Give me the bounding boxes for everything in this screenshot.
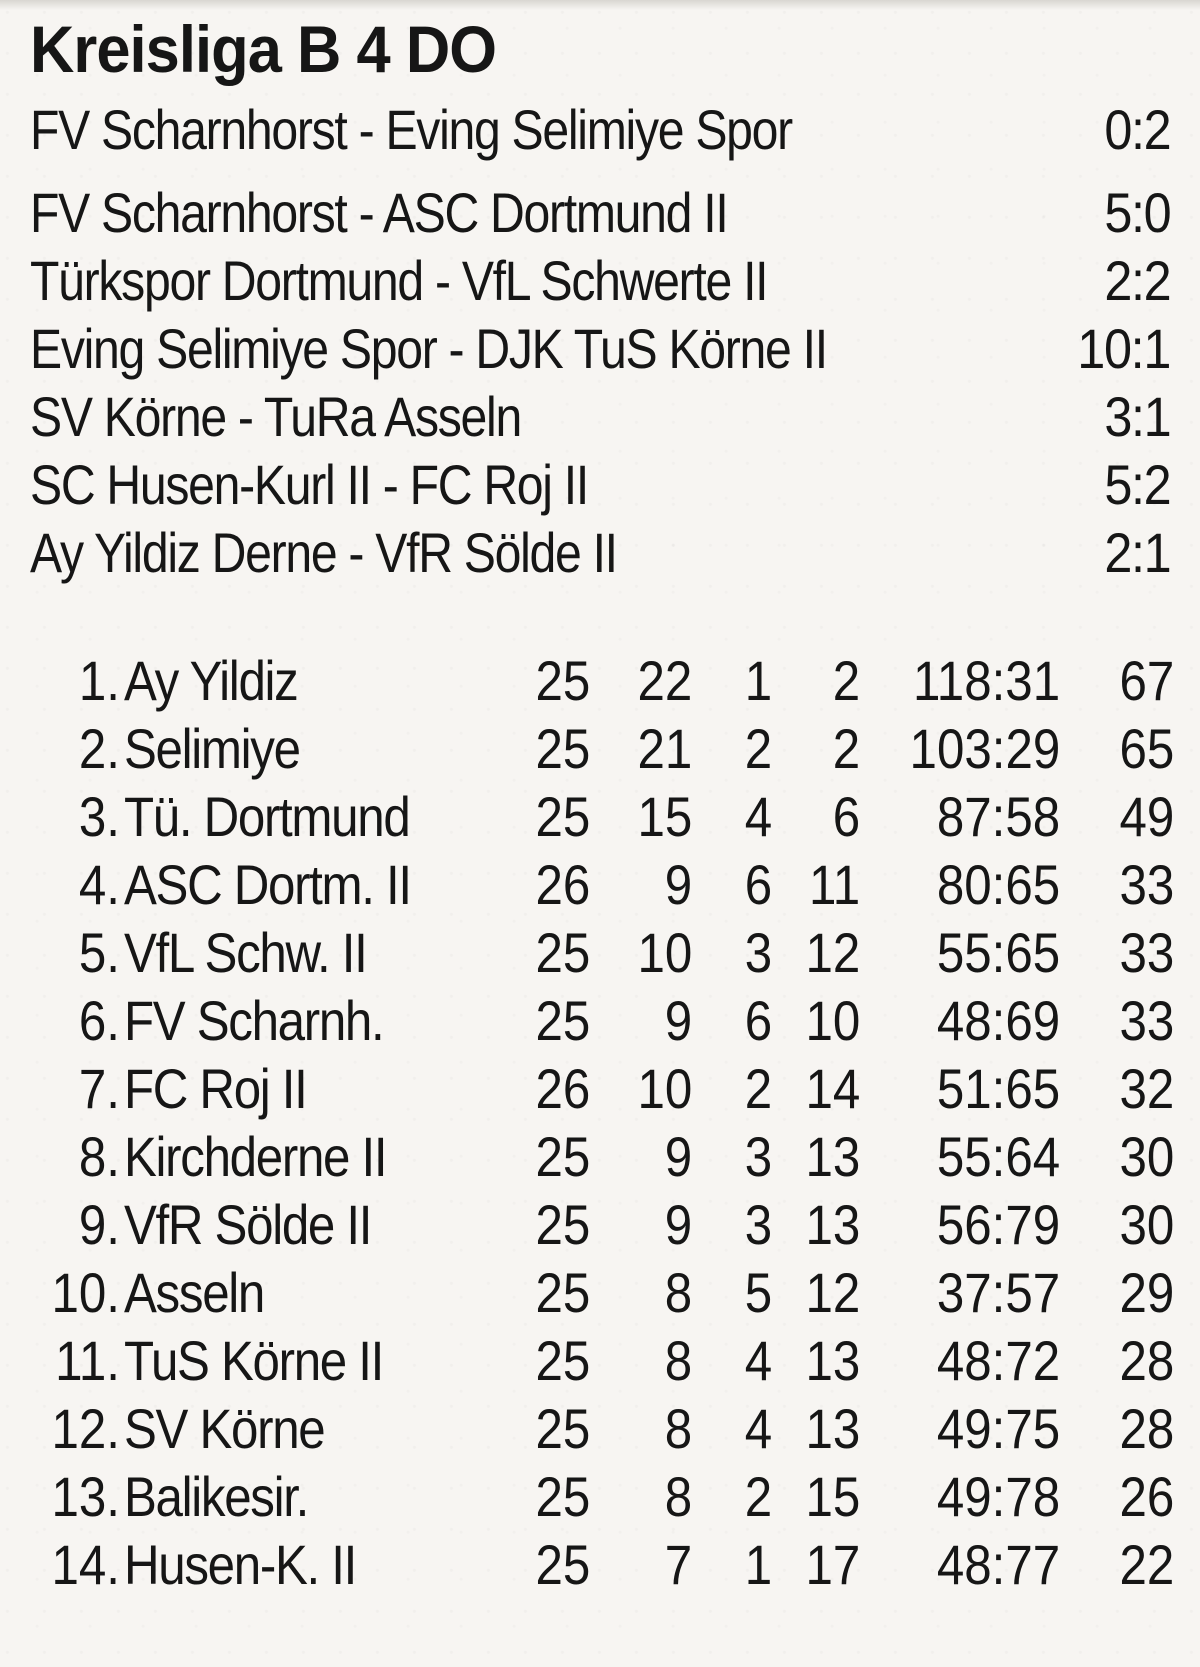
goal-difference: 49:75 — [936, 1397, 1060, 1460]
rank: 4. — [78, 853, 120, 916]
result-match: SC Husen-Kurl II - FC Roj II — [30, 453, 588, 516]
games-played: 26 — [535, 1057, 590, 1120]
team-name: Tü. Dortmund — [124, 785, 410, 848]
result-row — [30, 96, 1170, 164]
table-row — [0, 987, 1200, 1055]
rank: 6. — [78, 989, 120, 1052]
games-won: 21 — [637, 717, 692, 780]
points: 29 — [1119, 1261, 1174, 1324]
games-played: 25 — [535, 785, 590, 848]
games-played: 25 — [535, 1261, 590, 1324]
goal-difference: 103:29 — [909, 717, 1060, 780]
result-row — [30, 519, 1170, 587]
games-won: 10 — [637, 1057, 692, 1120]
result-score: 10:1 — [1077, 317, 1170, 380]
table-row — [0, 1123, 1200, 1191]
team-name: VfL Schw. II — [124, 921, 367, 984]
result-row — [30, 179, 1170, 247]
games-won: 9 — [664, 853, 692, 916]
games-won: 8 — [664, 1329, 692, 1392]
table-row — [0, 1055, 1200, 1123]
games-won: 15 — [637, 785, 692, 848]
result-match: SV Körne - TuRa Asseln — [30, 385, 521, 448]
games-drawn: 1 — [744, 1533, 772, 1596]
standings-table — [0, 647, 1200, 1599]
games-lost: 14 — [805, 1057, 860, 1120]
games-drawn: 3 — [744, 1193, 772, 1256]
goal-difference: 118:31 — [912, 649, 1060, 712]
team-name: Ay Yildiz — [124, 649, 298, 712]
table-row — [0, 647, 1200, 715]
rank: 11. — [55, 1329, 120, 1392]
games-drawn: 2 — [744, 1465, 772, 1528]
points: 28 — [1119, 1397, 1174, 1460]
games-drawn: 4 — [744, 1329, 772, 1392]
table-row — [0, 1395, 1200, 1463]
games-won: 7 — [664, 1533, 692, 1596]
games-played: 25 — [535, 1193, 590, 1256]
rank: 3. — [78, 785, 120, 848]
games-won: 10 — [637, 921, 692, 984]
games-won: 22 — [637, 649, 692, 712]
result-match: Türkspor Dortmund - VfL Schwerte II — [30, 249, 768, 312]
points: 49 — [1119, 785, 1174, 848]
games-won: 9 — [664, 989, 692, 1052]
points: 32 — [1119, 1057, 1174, 1120]
table-row — [0, 715, 1200, 783]
games-played: 25 — [535, 1125, 590, 1188]
games-drawn: 1 — [744, 649, 772, 712]
points: 26 — [1119, 1465, 1174, 1528]
games-won: 8 — [664, 1261, 692, 1324]
games-lost: 13 — [805, 1125, 860, 1188]
team-name: Selimiye — [124, 717, 300, 780]
games-lost: 13 — [805, 1193, 860, 1256]
rank: 1. — [78, 649, 120, 712]
games-played: 25 — [535, 717, 590, 780]
games-played: 25 — [535, 921, 590, 984]
games-lost: 17 — [805, 1533, 860, 1596]
team-name: Asseln — [124, 1261, 265, 1324]
games-lost: 6 — [832, 785, 860, 848]
points: 30 — [1119, 1193, 1174, 1256]
games-drawn: 4 — [744, 1397, 772, 1460]
games-lost: 2 — [832, 717, 860, 780]
result-score: 5:0 — [1103, 181, 1170, 244]
result-match: FV Scharnhorst - ASC Dortmund II — [30, 181, 728, 244]
table-row — [0, 1191, 1200, 1259]
goal-difference: 80:65 — [936, 853, 1060, 916]
team-name: TuS Körne II — [124, 1329, 383, 1392]
table-row — [0, 1259, 1200, 1327]
games-drawn: 6 — [744, 853, 772, 916]
games-played: 25 — [535, 1465, 590, 1528]
team-name: VfR Sölde II — [124, 1193, 372, 1256]
games-lost: 11 — [808, 853, 860, 916]
rank: 7. — [78, 1057, 120, 1120]
result-score: 2:2 — [1103, 249, 1170, 312]
table-row — [0, 851, 1200, 919]
result-score: 3:1 — [1103, 385, 1170, 448]
rank: 10. — [51, 1261, 121, 1324]
result-score: 0:2 — [1103, 98, 1170, 161]
match-results — [30, 96, 1170, 587]
team-name: Balikesir. — [124, 1465, 309, 1528]
table-row — [0, 1463, 1200, 1531]
points: 33 — [1119, 921, 1174, 984]
games-drawn: 2 — [744, 717, 772, 780]
goal-difference: 48:77 — [936, 1533, 1060, 1596]
games-played: 25 — [535, 1397, 590, 1460]
points: 33 — [1119, 853, 1174, 916]
goal-difference: 55:65 — [936, 921, 1060, 984]
games-played: 26 — [535, 853, 590, 916]
goal-difference: 48:72 — [936, 1329, 1060, 1392]
games-won: 9 — [664, 1125, 692, 1188]
league-title: Kreisliga B 4 DO — [30, 12, 497, 86]
table-row — [0, 1327, 1200, 1395]
goal-difference: 48:69 — [936, 989, 1060, 1052]
points: 67 — [1119, 649, 1174, 712]
games-drawn: 6 — [744, 989, 772, 1052]
team-name: FC Roj II — [124, 1057, 307, 1120]
points: 65 — [1119, 717, 1174, 780]
games-lost: 13 — [805, 1397, 860, 1460]
result-row — [30, 247, 1170, 315]
goal-difference: 56:79 — [936, 1193, 1060, 1256]
games-drawn: 5 — [744, 1261, 772, 1324]
rank: 12. — [51, 1397, 121, 1460]
points: 30 — [1119, 1125, 1174, 1188]
games-played: 25 — [535, 1533, 590, 1596]
goal-difference: 87:58 — [936, 785, 1060, 848]
result-row — [30, 315, 1170, 383]
games-played: 25 — [535, 1329, 590, 1392]
team-name: FV Scharnh. — [124, 989, 384, 1052]
team-name: Kirchderne II — [124, 1125, 387, 1188]
team-name: ASC Dortm. II — [124, 853, 411, 916]
table-row — [0, 783, 1200, 851]
games-drawn: 3 — [744, 921, 772, 984]
result-score: 5:2 — [1103, 453, 1170, 516]
result-row — [30, 383, 1170, 451]
team-name: Husen-K. II — [124, 1533, 356, 1596]
games-lost: 15 — [805, 1465, 860, 1528]
points: 22 — [1119, 1533, 1174, 1596]
table-row — [0, 919, 1200, 987]
result-match: Ay Yildiz Derne - VfR Sölde II — [30, 521, 617, 584]
rank: 2. — [78, 717, 120, 780]
goal-difference: 51:65 — [936, 1057, 1060, 1120]
games-drawn: 2 — [744, 1057, 772, 1120]
rank: 5. — [78, 921, 120, 984]
team-name: SV Körne — [124, 1397, 325, 1460]
result-match: FV Scharnhorst - Eving Selimiye Spor — [30, 98, 792, 161]
games-lost: 13 — [805, 1329, 860, 1392]
points: 33 — [1119, 989, 1174, 1052]
games-won: 8 — [664, 1397, 692, 1460]
rank: 14. — [51, 1533, 121, 1596]
goal-difference: 37:57 — [936, 1261, 1060, 1324]
goal-difference: 55:64 — [936, 1125, 1060, 1188]
games-played: 25 — [535, 649, 590, 712]
rank: 9. — [78, 1193, 120, 1256]
points: 28 — [1119, 1329, 1174, 1392]
table-row — [0, 1531, 1200, 1599]
goal-difference: 49:78 — [936, 1465, 1060, 1528]
games-won: 8 — [664, 1465, 692, 1528]
result-score: 2:1 — [1103, 521, 1170, 584]
games-drawn: 4 — [744, 785, 772, 848]
result-match: Eving Selimiye Spor - DJK TuS Körne II — [30, 317, 827, 380]
games-played: 25 — [535, 989, 590, 1052]
games-lost: 2 — [832, 649, 860, 712]
games-lost: 12 — [805, 1261, 860, 1324]
result-row — [30, 451, 1170, 519]
rank: 8. — [78, 1125, 120, 1188]
games-lost: 10 — [805, 989, 860, 1052]
rank: 13. — [51, 1465, 121, 1528]
games-won: 9 — [664, 1193, 692, 1256]
games-drawn: 3 — [744, 1125, 772, 1188]
games-lost: 12 — [805, 921, 860, 984]
